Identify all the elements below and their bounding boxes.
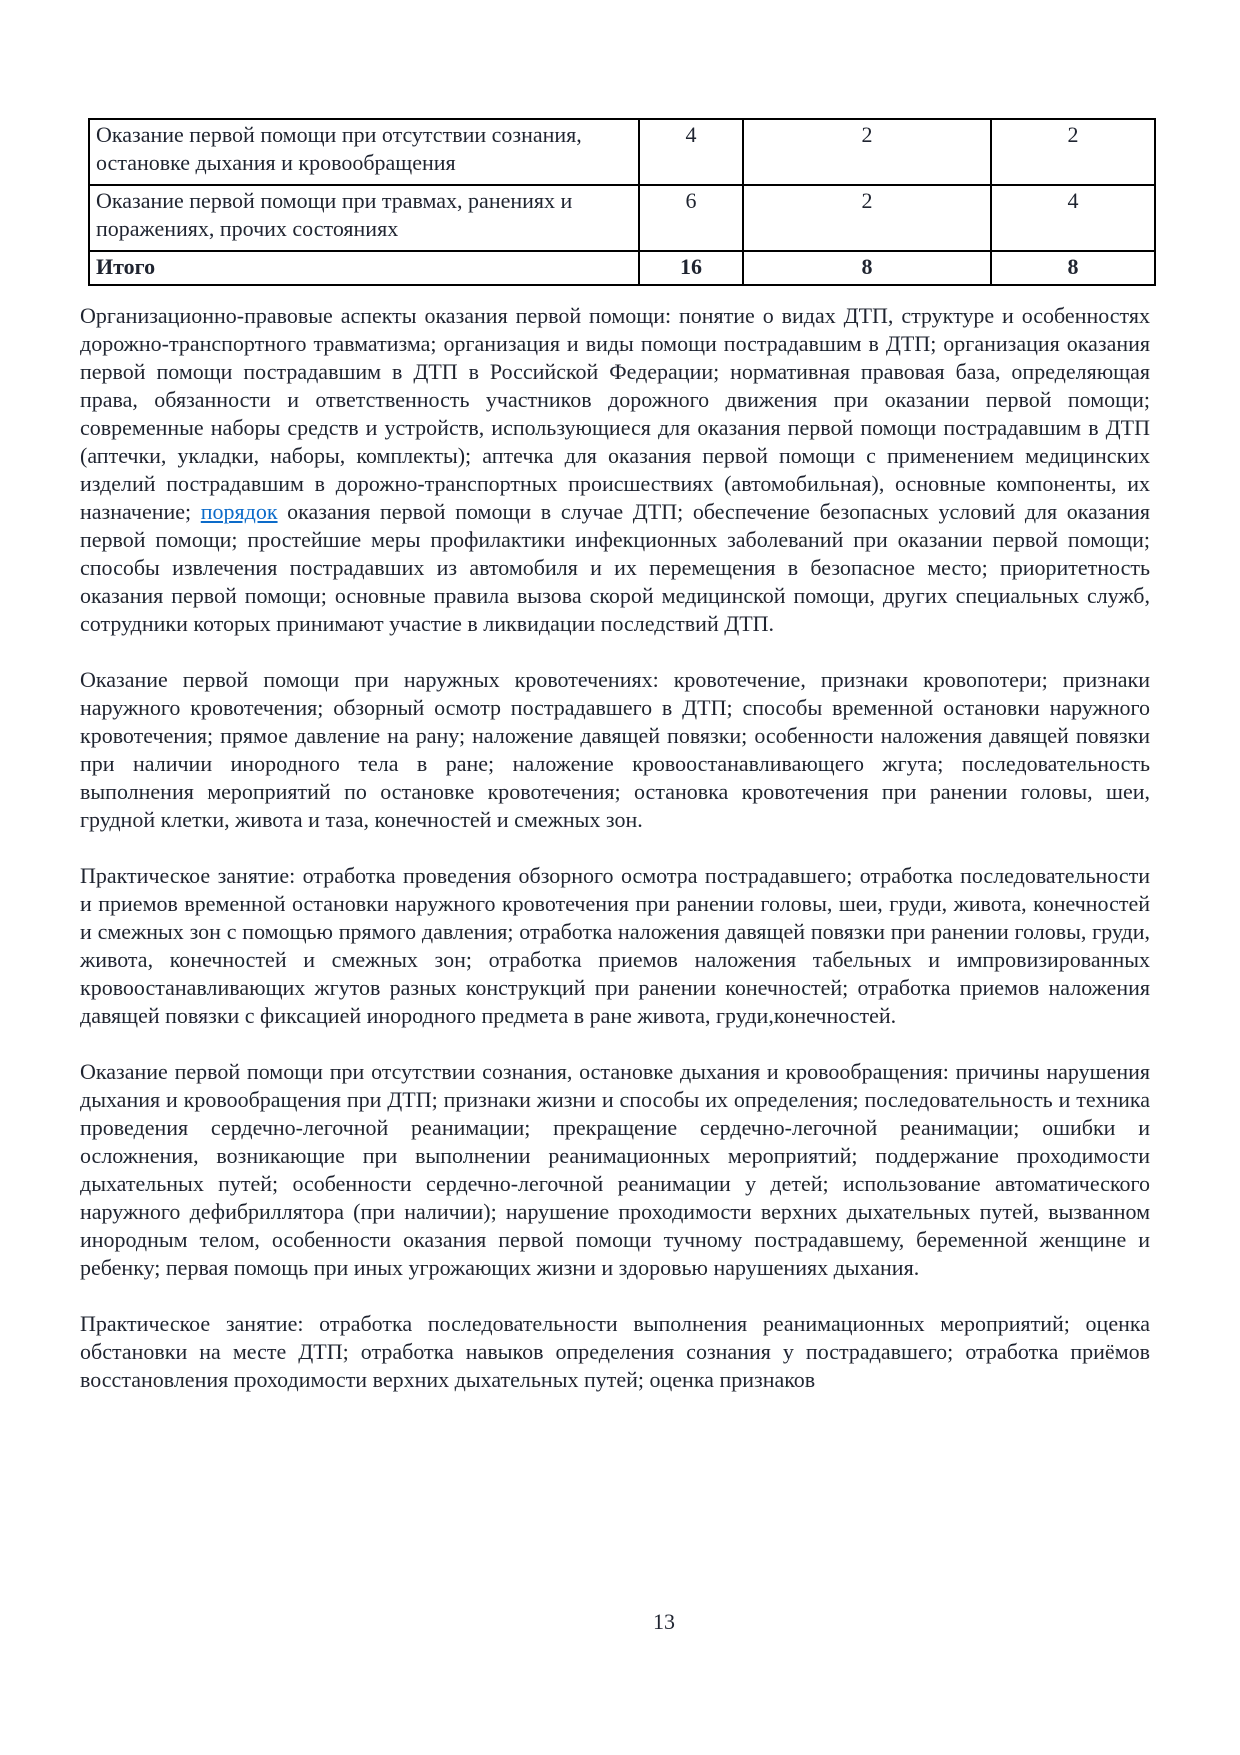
- table-cell-hours-practice: 2: [991, 119, 1155, 185]
- paragraph-practical-lesson-cpr: Практическое занятие: отработка последовательности выполнения реанимационных мероприятий; оценка обстановки на месте ДТП; отработка навыков определения сознания у пострадавшего; отработка приёмов восстановления проходимости верхних дыхательных путей; оценка признаков: [80, 1311, 1150, 1392]
- table-row: [89, 185, 1155, 251]
- table-cell-hours-theory: 2: [743, 185, 991, 251]
- table-cell-hours-total: 4: [639, 119, 743, 185]
- table-cell-hours-practice: 4: [991, 185, 1155, 251]
- hours-table: [88, 118, 1156, 286]
- paragraph-practical-lesson-bleeding: Практическое занятие: отработка проведения обзорного осмотра пострадавшего; отработка последовательности и приемов временной остановки наружного кровотечения при ранении головы, шеи, груди, живота, конечностей и смежных зон с помощью прямого давления; отработка наложения давящей повязки при ранении головы, груди, живота, конечностей и смежных зон; отработка приемов наложения табельных и импровизированных кровоостанавливающих жгутов разных конструкций при ранении конечностей; отработка приемов наложения давящей повязки с фиксацией инородного предмета в ране живота, груди,конечностей.: [80, 863, 1150, 1028]
- table-cell-hours-total: 16: [639, 251, 743, 285]
- table-row-total: [89, 251, 1155, 285]
- body-text: [80, 302, 1150, 1394]
- paragraph-text: Организационно-правовые аспекты оказания первой помощи: понятие о видах ДТП, структуре и особенностях дорожно-транспортного травматизма; организация и виды помощи пострадавшим в ДТП; организация оказания первой помощи пострадавшим в ДТП в Российской Федерации; нормативная правовая база, определяющая права, обязанности и ответственность участников дорожного движения при оказании первой помощи; современные наборы средств и устройств, использующиеся для оказания первой помощи пострадавшим в ДТП (аптечки, укладки, наборы, комплекты); аптечка для оказания первой помощи с применением медицинских изделий пострадавшим в дорожно-транспортных происшествиях (автомобильная), основные компоненты, их назначение;: [80, 303, 1150, 524]
- paragraph-organizational-legal-aspects: [80, 302, 1150, 638]
- paragraph-text: оказания первой помощи в случае ДТП; обеспечение безопасных условий для оказания первой помощи; простейшие меры профилактики инфекционных заболеваний при оказании первой помощи; способы извлечения пострадавших из автомобиля и их перемещения в безопасное место; приоритетность оказания первой помощи; основные правила вызова скорой медицинской помощи, других специальных служб, сотрудники которых принимают участие в ликвидации последствий ДТП.: [80, 499, 1150, 636]
- table-cell-hours-total: 6: [639, 185, 743, 251]
- table-cell-topic: Оказание первой помощи при отсутствии сознания, остановке дыхания и кровообращения: [89, 119, 639, 185]
- table-row: [89, 119, 1155, 185]
- table-cell-hours-theory: 8: [743, 251, 991, 285]
- table-cell-hours-practice: 8: [991, 251, 1155, 285]
- table-cell-topic: Оказание первой помощи при травмах, ранениях и поражениях, прочих состояниях: [89, 185, 639, 251]
- table-cell-hours-theory: 2: [743, 119, 991, 185]
- paragraph-unconsciousness-cpr: Оказание первой помощи при отсутствии сознания, остановке дыхания и кровообращения: причины нарушения дыхания и кровообращения при ДТП; признаки жизни и способы их определения; последовательность и техника проведения сердечно-легочной реанимации; прекращение сердечно-легочной реанимации; ошибки и осложнения, возникающие при выполнении реанимационных мероприятий; поддержание проходимости дыхательных путей; особенности сердечно-легочной реанимации у детей; использование автоматического наружного дефибриллятора (при наличии); нарушение проходимости верхних дыхательных путей, вызванном инородным телом, особенности оказания первой помощи тучному пострадавшему, беременной женщине и ребенку; первая помощь при иных угрожающих жизни и здоровью нарушениях дыхания.: [80, 1059, 1150, 1280]
- page-number: 13: [653, 1609, 675, 1634]
- poryadok-link[interactable]: порядок: [200, 499, 278, 524]
- table-cell-total-label: Итого: [89, 251, 639, 285]
- paragraph-external-bleeding: Оказание первой помощи при наружных кровотечениях: кровотечение, признаки кровопотери; признаки наружного кровотечения; обзорный осмотр пострадавшего в ДТП; способы временной остановки наружного кровотечения; прямое давление на рану; наложение давящей повязки; особенности наложения давящей повязки при наличии инородного тела в ране; наложение кровоостанавливающего жгута; последовательность выполнения мероприятий по остановке кровотечения; остановка кровотечения при ранении головы, шеи, грудной клетки, живота и таза, конечностей и смежных зон.: [80, 667, 1150, 832]
